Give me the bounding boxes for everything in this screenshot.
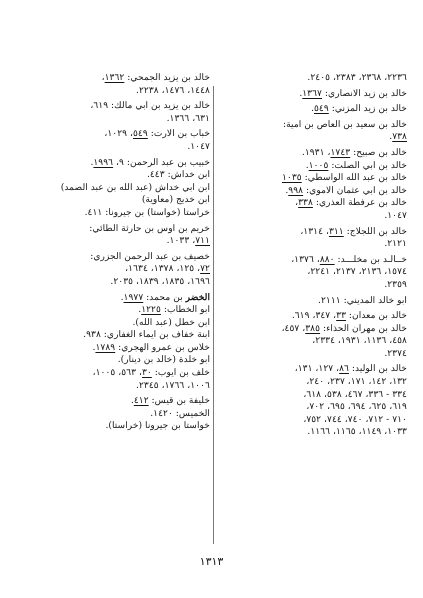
index-line [214,226,407,239]
underlined-reference: ٨٨٠ [319,253,335,265]
index-text: ابن خداش: ٤٤٣. [146,169,210,181]
index-line [24,85,210,98]
index-text: ابو خالد المديني: ٢١١١. [318,294,407,306]
index-text: خالد بن سعيد بن العاص بن امية: [283,118,407,130]
index-text: ابن خديج (معاوية) [141,194,210,206]
index-line [214,279,407,292]
index-text: ، ١٠٢٩، [104,128,133,140]
index-line [214,254,407,267]
underlined-reference: ٨٦ [339,363,349,375]
index-line [24,263,210,276]
underlined-reference: ٧١١ [195,235,210,247]
index-text: خواستا بن جيرونا (خراستا). [105,420,210,432]
index-text: ابنة خفاف بن ايماء الغفاري: ٩٣٨. [83,329,210,341]
index-text: خريم بن اوس بن حارثة الطائي: [89,222,210,234]
underlined-reference: ٧٣٨ [392,131,407,143]
index-text: خالد بن يزيد بن ابي مالك: ٦١٩، [90,100,210,112]
index-text: ٢٢٣٦، ٢٣٦٨، ٢٣٨٣، ٢٤٠٥. [307,72,407,83]
index-line [214,310,407,323]
index-line [214,323,407,336]
underlined-reference: ٥٤٩ [313,103,329,115]
index-text: ، ٤٥٧، [281,322,306,334]
index-line [24,408,210,421]
index-text: ابن ابي خداش (عبد الله بن عبد الصمد) [60,181,210,193]
underlined-reference: ٣٠ [141,367,152,379]
index-line [24,380,210,393]
index-line [24,276,210,289]
index-text: ٢٣٥٩. [384,278,407,290]
index-text: ، ١٢٧، ١٣١، [294,363,340,375]
index-text: خلف بن ايوب: [151,367,210,379]
underlined-reference: ٣١١ [328,225,344,237]
index-line [24,329,210,342]
index-line [214,147,407,160]
index-text: ، ٥٦٣، ١٠٠٥، [92,367,142,379]
index-line [24,292,210,305]
underlined-reference: ٥٤٩ [133,128,148,140]
index-text: . [305,159,309,171]
index-line [214,266,407,279]
underlined-reference: ٧٢ [200,263,210,275]
underlined-reference: ١٣٦٢ [104,72,125,83]
index-text: . [311,103,314,115]
index-text: خالد بن ابي الصلت: [328,159,407,171]
index-line [24,317,210,330]
index-text: الخميس: ١٤٢٠. [150,407,210,419]
index-line [24,207,210,220]
index-text: خالد بن يزيد الجمحي: [124,72,210,83]
index-text: ٢٣٧٤. [384,347,407,359]
index-text: ٢١٢١. [384,238,407,250]
index-text: ، ١٣١٤، [300,225,329,237]
index-text: خالد بن مهران الحذاء: [320,322,407,334]
index-line [214,335,407,348]
index-line [214,172,407,185]
index-line [214,160,407,173]
index-text: خراستا (خواستا) بن جيرونا: ٤١١. [84,206,210,218]
index-line [24,141,210,154]
underlined-reference: ١٧٨٩ [95,341,116,353]
underlined-reference: ١٠٣٥ [281,172,302,184]
index-line [214,389,407,402]
index-text: خالد بن معدان: [346,310,407,322]
index-line [214,363,407,376]
index-text: . [90,156,94,168]
underlined-reference: ٣٣٨ [298,197,313,209]
index-text: ١٠٤٧. [384,209,407,221]
index-line [214,72,407,85]
index-text: ، ٣٤٧، ٦١٩. [291,310,337,322]
index-text: ، [295,197,299,209]
page-number: ١٣١٣ [199,555,224,568]
index-text: ، ١٢٥، ١٣٧٨، ١٦٣٤، [125,263,201,275]
index-line [214,414,407,427]
index-text: ١٦٩٦، ١٨٣٥، ١٨٣٩، ٢٠٣٥. [110,275,210,287]
index-text: ٣٣٤ - ٣٣٦، ٤٦٧، ٥٣٨، ٦١٨، [303,388,407,400]
index-text: خالد بن زيد الانصاري: [322,87,407,99]
index-line [214,348,407,361]
index-line [24,72,210,85]
index-text: . [389,131,393,143]
index-text: بن محمد: [143,291,186,303]
index-line [24,395,210,408]
index-column-left [24,72,210,433]
index-line [214,401,407,414]
index-line [24,235,210,248]
index-text: ٦١٩، ٦٢٥، ٦٩٤، ٦٩٥، ٧٠٢، [306,401,407,413]
index-text: ابن خطل (عبد الله). [132,316,210,328]
index-text: خصيف بن عبد الرحمن الجزري: [90,250,210,262]
index-text: ١٥٧٤، ٢١٣٦، ٢١٣٧، ٢٢٤١، [307,266,407,278]
index-text: خالد بن عرفطة العذري: [312,197,407,209]
index-text: خالد بن صبيح: [350,146,407,158]
column-divider [213,86,214,544]
index-text: . [120,291,124,303]
index-line [214,197,407,210]
index-text: . [285,184,289,196]
index-text: خبيب بن عبد الرحمن: ٩، [113,156,210,168]
index-text: ٦٣١، ١٣٦٦. [166,112,210,124]
index-text: ، ١٣٧٦، [291,253,320,265]
index-text: . [130,395,134,407]
index-line [214,210,407,223]
index-line [24,367,210,380]
index-line [24,420,210,433]
index-text: خباب بن الارت: [147,128,210,140]
index-text: ١٠٤٧. [187,140,210,152]
index-text: خليفة بن قيس: [148,395,210,407]
index-line [214,119,407,132]
index-line [214,131,407,144]
index-line [24,100,210,113]
index-text: ١٠٠٦، ١٧٦٦، ٢٣٤٥. [136,379,210,391]
index-line [214,88,407,101]
index-text: ، [101,72,105,83]
index-line [214,238,407,251]
index-line [24,182,210,195]
index-text: ، ١٠٣٣. [166,235,196,247]
index-text: خــالـد بن مخلـــد: [334,253,407,265]
index-text: ١٤٤٨، ١٤٧٦، ٢٢٣٨. [136,84,210,96]
index-text: ١٠٣٣، ١١٤٩، ١١٦٥، ١١٦٦. [307,426,407,438]
index-line [214,376,407,389]
index-text: خالد بن ابي عثمان الاموي: [303,184,407,196]
underlined-reference: ١٩٧٧ [123,291,144,303]
index-line [24,251,210,264]
index-text: ٧١٠ - ٧١٢، ٧٤٠، ٧٤٤، ٧٥٢، [303,413,407,425]
index-line [24,169,210,182]
index-line [24,113,210,126]
index-line [214,185,407,198]
index-line [24,157,210,170]
index-text: ٤٥٨، ١١٣٦، ١٩٣١، ٢٣٣٤، [312,335,407,347]
underlined-reference: ٣٨٥ [305,322,321,334]
underlined-reference: ٩٩٨ [288,184,304,196]
index-line [24,194,210,207]
underlined-reference: ١٣٦٧ [302,87,322,99]
index-text: خالد بن عبد الله الواسطي: [301,172,407,184]
index-line [24,128,210,141]
underlined-reference: ٤١٢ [133,395,149,407]
index-line [24,342,210,355]
index-line [214,426,407,439]
index-text: خلاس بن عمرو الهجري: [115,341,210,353]
underlined-reference: ١٩٩٦ [93,156,114,168]
index-text: ابو الخطاب: [160,304,210,316]
index-line [214,103,407,116]
index-text: ١٣٢، ١٤٢، ١٧١، ٢٣٧، ٢٤٠، [306,376,407,388]
underlined-reference: ٣٣ [336,310,347,322]
index-text: الخضر [185,291,210,303]
index-line [214,295,407,308]
index-text: خالد بن اللجلاج: [343,225,407,237]
index-text: ابو خلدة (خالد بن دينار). [117,354,210,366]
index-text: خالد بن زيد المزني: [328,103,407,115]
index-text: . [299,87,303,99]
index-text: خالد بن الوليد: [348,363,407,375]
index-line [24,354,210,367]
index-text: . [138,304,142,316]
index-line [24,223,210,236]
index-text: . [92,341,96,353]
underlined-reference: ١٧٤٣ [330,146,351,158]
underlined-reference: ١٠٠٥ [308,159,329,171]
index-column-right [214,72,407,439]
index-line [24,304,210,317]
index-text: ، ١٩٣١. [301,146,331,158]
underlined-reference: ١٢٢٥ [141,304,161,316]
